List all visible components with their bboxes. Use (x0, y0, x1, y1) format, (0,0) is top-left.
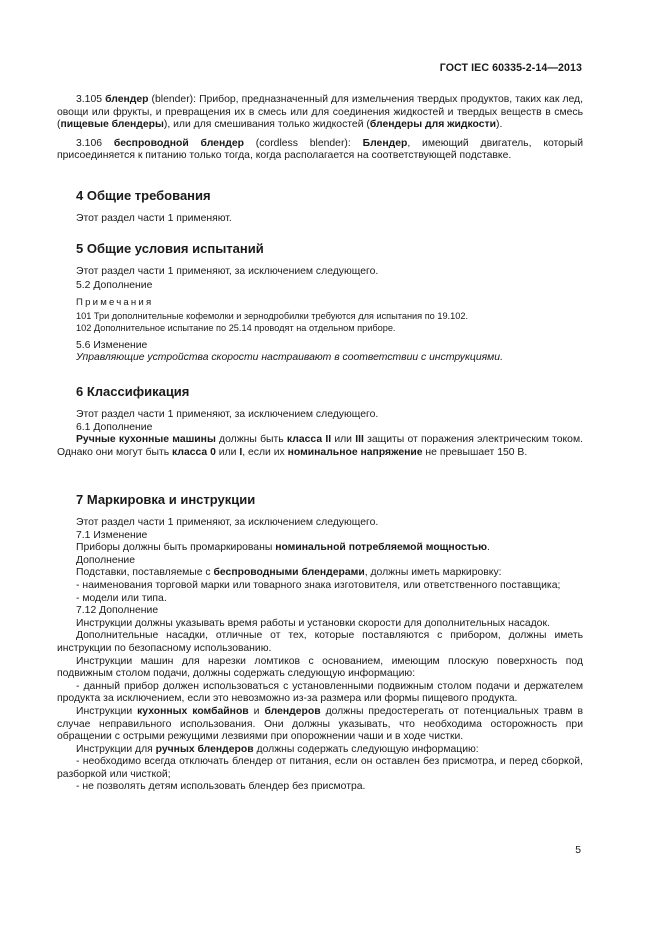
definitions-block (57, 94, 583, 163)
section-6-heading: 6 Классификация (76, 384, 190, 399)
list-item-children: - не позволять детям использовать блендер без присмотра. (76, 781, 366, 793)
list-item-slicer: - данный прибор должен использоваться с установленными подвижным столом подачи и держателем продукта за исключением, если это невозможно из-за размера или формы пищевого продукта. (57, 680, 583, 705)
section-7-12-p5: Инструкции для ручных блендеров должны содержать следующую информацию: (76, 743, 479, 755)
section-7-body (57, 517, 583, 794)
section-6-1-label: 6.1 Дополнение (76, 421, 153, 433)
section-7-heading: 7 Маркировка и инструкции (76, 492, 256, 507)
section-7-12-p4: Инструкции кухонных комбайнов и блендеров должны предостерегать от потенциальных травм в случае неправильного использования. Они должны указывать, что необходима осторожность при обращении с острыми режущими лезвиями при опорожнении чаши и в ходе чистки. (57, 705, 583, 743)
section-5-6-label: 5.6 Изменение (76, 339, 148, 351)
section-5-intro: Этот раздел части 1 применяют, за исключением следующего. (76, 266, 379, 277)
section-7-intro: Этот раздел части 1 применяют, за исключением следующего. (76, 517, 379, 528)
section-7-12-p3: Инструкции машин для нарезки ломтиков с основанием, имеющим плоскую поверхность под подвижным столом подачи, должны содержать следующую информацию: (57, 655, 583, 680)
section-7-1-text: Приборы должны быть промаркированы номинальной потребляемой мощностью. (76, 542, 490, 554)
definition-3-105: 3.105 блендер (blender): Прибор, предназначенный для измельчения твердых продуктов, таких как лед, овощи или фрукты, и превращения их в смесь или для соединения жидкостей и твердых веществ в смесь (пищевые блендеры), или для смешивания только жидкостей (блендеры для жидкости). (57, 94, 584, 131)
notes-title: Примечания (76, 297, 154, 309)
section-7-1-addition-label: Дополнение (76, 554, 136, 566)
section-6-intro: Этот раздел части 1 применяют, за исключением следующего. (76, 409, 379, 420)
section-7-12-label: 7.12 Дополнение (76, 605, 159, 617)
section-6-body (57, 409, 583, 459)
section-5-2-label: 5.2 Дополнение (76, 279, 153, 291)
section-7-12-p1: Инструкции должны указывать время работы и установки скорости для дополнительных насадок. (76, 617, 550, 629)
section-6-1-text: Ручные кухонные машины должны быть класса II или III защиты от поражения электрическим током. Однако они могут быть класса 0 или I, если их номинальное напряжение не превышает 150 В. (57, 434, 583, 458)
list-item-unplug: - необходимо всегда отключать блендер от питания, если он оставлен без присмотра, и перед сборкой, разборкой или чисткой; (57, 756, 583, 780)
section-4-heading: 4 Общие требования (76, 188, 211, 203)
page-number: 5 (575, 845, 581, 856)
document-id-header: ГОСТ IEC 60335-2-14—2013 (439, 62, 582, 74)
section-7-12-p2: Дополнительные насадки, отличные от тех, которые поставляются с прибором, должны иметь инструкции по безопасному использованию. (57, 630, 583, 654)
section-5-6-text: Управляющие устройства скорости настраивают в соответствии с инструкциями. (76, 352, 503, 364)
section-7-1-label: 7.1 Изменение (76, 529, 148, 541)
section-4-body (57, 213, 583, 226)
section-4-text: Этот раздел части 1 применяют. (76, 213, 232, 224)
definition-3-106: 3.106 беспроводной блендер (cordless blender): Блендер, имеющий двигатель, который присоединяется к питанию только тогда, когда располагается на соответствующей подставке. (57, 137, 583, 162)
section-5-body (57, 266, 583, 365)
list-item-model: - модели или типа. (76, 592, 167, 604)
section-5-heading: 5 Общие условия испытаний (76, 241, 264, 256)
section-7-1-stands: Подставки, поставляемые с беспроводными блендерами, должны иметь маркировку: (76, 567, 502, 579)
note-102: 102 Дополнительное испытание по 25.14 проводят на отдельном приборе. (76, 322, 396, 333)
list-item-trademark: - наименования торговой марки или товарного знака изготовителя, или ответственного поставщика; (76, 579, 561, 591)
note-101: 101 Три дополнительные кофемолки и зернодробилки требуются для испытания по 19.102. (76, 310, 468, 321)
